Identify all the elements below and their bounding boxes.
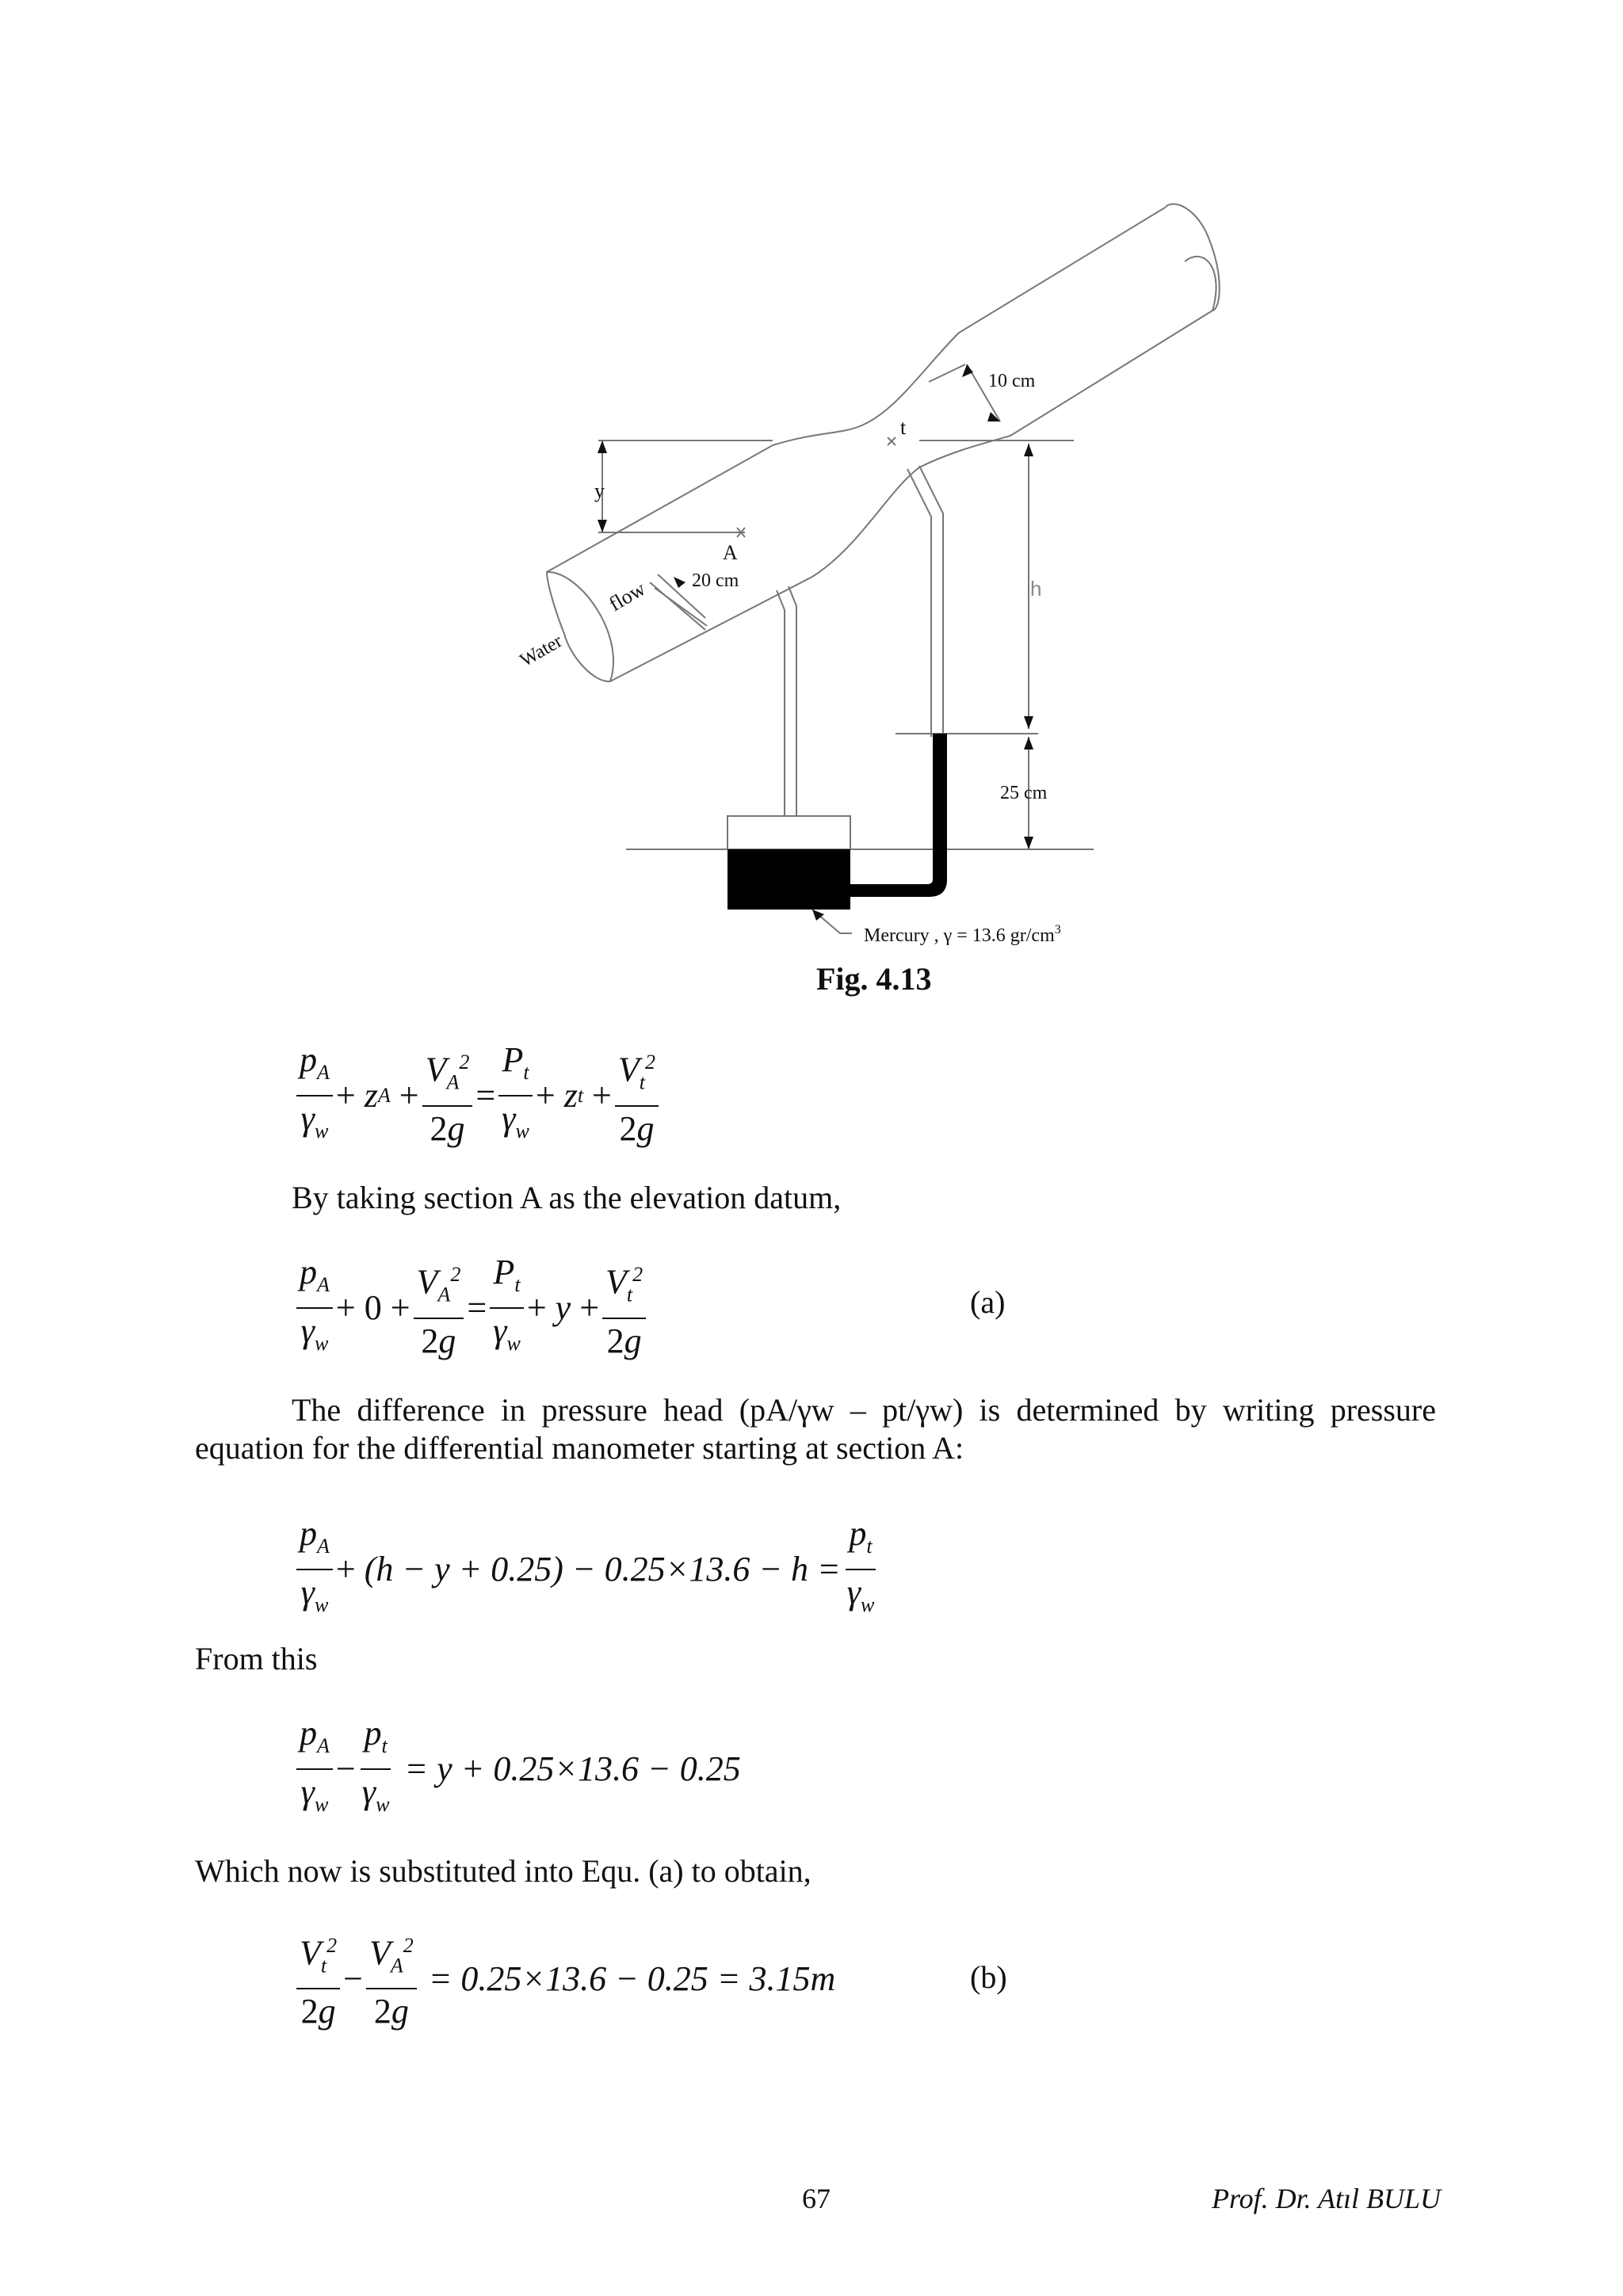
equation-bernoulli: $\frac{p_A}{\gamma_w}$ + z A + $\frac{V_A^2}{2g}$ = $\frac{P_t}{\gamma_w}$ + z t + $\frac{V_t^2}{2g}$ (293, 1038, 662, 1154)
label-y: y (594, 479, 605, 502)
difference-paragraph-line1: The difference in pressure head (pA/γw – pt/γw) is determined by writing pressure (292, 1392, 1436, 1428)
substituted-sentence: Which now is substituted into Equ. (a) to obtain, (195, 1853, 812, 1889)
difference-paragraph (195, 1391, 1436, 1467)
label-h: h (1030, 577, 1042, 601)
equation-a-label: (a) (970, 1284, 1006, 1320)
label-mercury: Mercury , γ = 13.6 $gr/cm^3$ (864, 923, 1061, 946)
datum-sentence: By taking section A as the elevation datum, (292, 1180, 842, 1215)
equation-b-label: (b) (970, 1959, 1007, 1995)
equation-a: $\frac{p_A}{\gamma_w}$ + 0 + $\frac{V_A^2}{2g}$ = $\frac{P_t}{\gamma_w}$ + y + $\frac{V_t^2}{2g}$ (293, 1250, 649, 1366)
equation-manometer: $\frac{p_A}{\gamma_w}$ + (h − y + 0.25) − 0.25×13.6 − h = $\frac{p_t}{\gamma_w}$ (293, 1512, 880, 1627)
label-water: Water (517, 631, 567, 672)
mercury-column (850, 734, 947, 897)
difference-paragraph-line2: equation for the differential manometer starting at section A: (195, 1430, 964, 1466)
mercury-reservoir (727, 849, 850, 910)
author-name: Prof. Dr. Atıl BULU (1211, 2183, 1441, 2214)
velocity-rhs: = 0.25×13.6 − 0.25 = 3.15m (428, 1959, 836, 1999)
label-t: t (900, 416, 907, 439)
figure-caption: Fig. 4.13 (816, 961, 932, 997)
venturi-manometer-figure (0, 0, 1623, 1030)
difference-rhs: = y + 0.25×13.6 − 0.25 (404, 1749, 741, 1789)
label-A: A (723, 541, 738, 564)
equation-difference: $\frac{p_A}{\gamma_w}$ − $\frac{p_t}{\gamma_w}$ = y + 0.25×13.6 − 0.25 (293, 1711, 741, 1827)
label-flow: flow (605, 577, 650, 616)
equation-b: $\frac{V_t^2}{2g}$ − $\frac{V_A^2}{2g}$ = 0.25×13.6 − 0.25 = 3.15m (293, 1924, 835, 2034)
page-number: 67 (802, 2183, 831, 2214)
label-25cm: 25 cm (1000, 783, 1048, 803)
manometer-expression: (h − y + 0.25) − 0.25×13.6 − h = (364, 1550, 841, 1589)
label-10cm: 10 cm (988, 371, 1036, 391)
from-this: From this (195, 1641, 318, 1676)
label-20cm: 20 cm (692, 570, 739, 591)
